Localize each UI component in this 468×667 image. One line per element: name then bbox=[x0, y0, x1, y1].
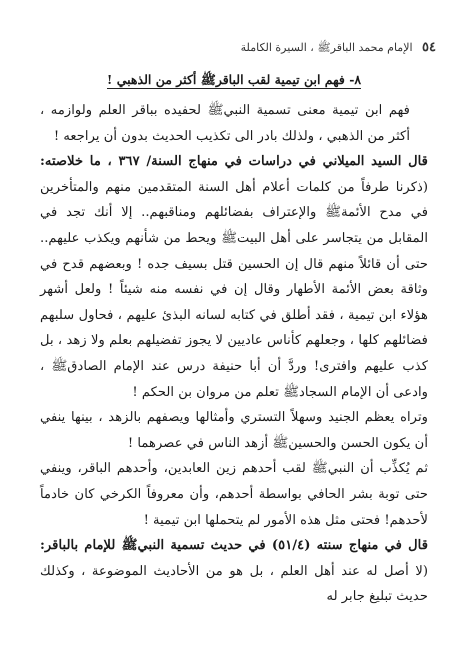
paragraph-text: فهم ابن تيمية معنى تسمية النبيﷺ لحفيده بباقر العلم ولوازمه ، أكثر من الذهبي ، ولذلك بادر الى تكذيب الحديث بدون أن يراجعه ! bbox=[40, 103, 410, 144]
section-heading-text: ٨- فهم ابن تيمية لقب الباقرﷺ أكثر من الذهبي ! bbox=[106, 72, 362, 87]
paragraph-text: ثم يُكذِّب أن النبيﷺ لقب أحدهم زين العابدين، وأحدهم الباقر، وينفي حتى توبة بشر الحافي بواسطة أحدهم، وأن معروفاً الكرخي كان خادماً لأحدهم! فحتى مثل هذه الأمور لم يتحملها ابن تيمية ! bbox=[40, 461, 428, 528]
paragraph bbox=[40, 456, 428, 533]
paragraph-text: وتراه يعظم الجنيد وسهلاً التستري وأمثالها ويصفهم بالزهد ، بينها ينفي أن يكون الحسن والحسينﷺ أزهد الناس في عصرهما ! bbox=[40, 410, 428, 451]
paragraph-lead: قال السيد الميلاني في دراسات في منهاج السنة/ ٣٦٧ ، ما خلاصته: bbox=[40, 154, 428, 170]
paragraph bbox=[40, 149, 428, 405]
paragraph-lead: قال في منهاج سنته (٥١/٤) في حديث تسمية النبيﷺ للإمام بالباقر: bbox=[40, 538, 428, 554]
running-title: الإمام محمد الباقرﷺ ، السيرة الكاملة bbox=[240, 41, 413, 54]
running-header bbox=[40, 38, 436, 58]
page-number: ٥٤ bbox=[422, 40, 436, 55]
paragraph bbox=[40, 533, 428, 610]
paragraph-text: (لا أصل له عند أهل العلم ، بل هو من الأحاديث الموضوعة ، وكذلك حديث تبليغ جابر له bbox=[40, 563, 428, 605]
paragraph bbox=[40, 405, 428, 456]
paragraph-text: (ذكرنا طرفاً من كلمات أعلام أهل السنة المتقدمين منهم والمتأخرين في مدح الأئمةﷺ والإعتراف بفضائلهم ومناقبهم.. إلا أنك تجد في المقابل من يتجاسر على أهل البيتﷺ ويحط من شأنهم ويكذب عليهم.. حتى أن قائلاً منهم قال إن الحسين قتل بسيف جده ! وبعضهم قدح في وثاقة بعض الأئمة الأطهار وقال إن في نفسه منه شيئاً ! ولعل أشهر هؤلاء ابن تيمية ، فقد أطلق في كتابه لسانه البذئ عليهم ، فحاول سلبهم فضائلهم كلها ، وجعلهم كأناس عاديين لا يجوز تفضيلهم بعلم ولا زهد ، بل كذب عليهم وافترى! وردَّ أن أبا حنيفة درس عند الإمام الصادقﷺ ، وادعى أن الإمام السجادﷺ تعلم من مروان بن الحكم ! bbox=[40, 179, 428, 400]
body-text bbox=[40, 98, 428, 610]
section-heading bbox=[40, 69, 428, 91]
paragraph bbox=[40, 98, 428, 149]
